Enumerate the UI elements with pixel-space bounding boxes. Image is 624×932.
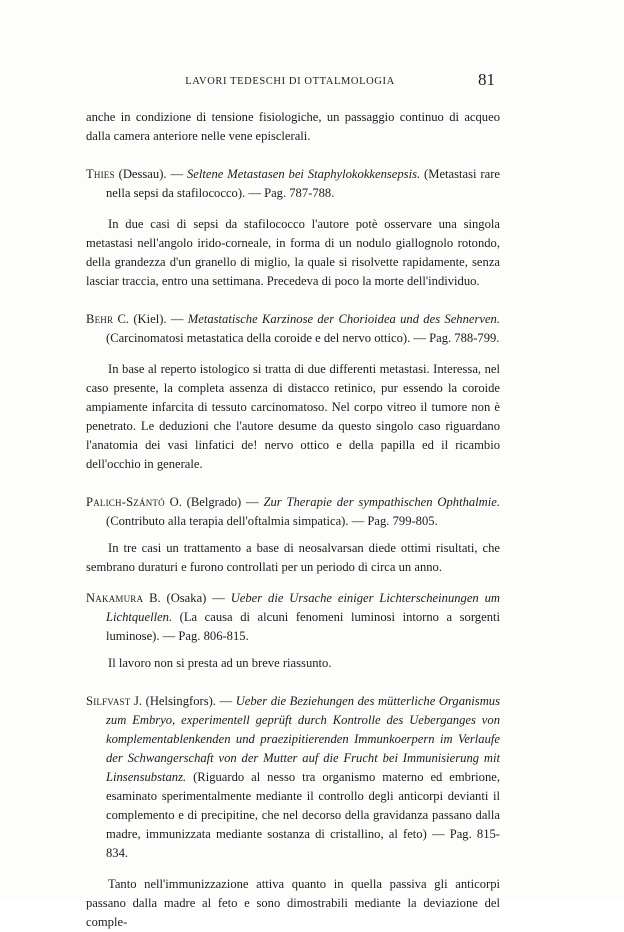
entry-author: Palich-Szántó xyxy=(86,495,165,509)
summary-paragraph: In due casi di sepsi da stafilococco l'autore potè osservare una singola metastasi nell'angolo irido-corneale, in forma di un nodulo giallognolo rotondo, della grandezza d'un granello di miglio, la quale si risolvette rapidamente, senza lasciar traccia, entro una settimana. Precedeva di poco la morte dell'individuo. xyxy=(86,217,500,288)
summary-paragraph: Il lavoro non si presta ad un breve riassunto. xyxy=(108,656,332,670)
bibliography-entry-silfvast xyxy=(86,692,500,863)
entry-author: Nakamura xyxy=(86,591,144,605)
page-number: 81 xyxy=(478,70,495,89)
page-body xyxy=(86,108,500,932)
bibliography-entry-nakamura xyxy=(86,589,500,646)
bibliography-entry-palich-szanto xyxy=(86,493,500,531)
entry-details: (Carcinomatosi metastatica della coroide e del nervo ottico). — Pag. 788-799. xyxy=(106,331,500,345)
entry-title: Zur Therapie der sympathischen Ophthalmie. xyxy=(263,495,500,509)
entry-details: (La causa di alcuni fenomeni luminosi intorno a sorgenti luminose). — Pag. 806-815. xyxy=(106,610,500,643)
entry-title: Seltene Metastasen bei Staphylokokkensepsis. xyxy=(186,167,421,181)
entry-details: (Riguardo al nesso tra organismo materno ed embrione, esaminato sperimentalmente mediante il controllo degli anticorpi devianti il complemento e di precipitine, che nel decorso della gravidanza passano dalla madre, immunizzata mediante sostanza di cristallino, al feto) — Pag. 815-834. xyxy=(106,770,500,860)
entry-author: Behr xyxy=(86,312,114,326)
entry-place: J. (Helsingfors). — xyxy=(130,694,236,708)
entry-details: (Contributo alla terapia dell'oftalmia simpatica). — Pag. 799-805. xyxy=(106,514,438,528)
entry-place: B. (Osaka) — xyxy=(143,591,231,605)
entry-place: C. (Kiel). — xyxy=(113,312,188,326)
entry-place: O. (Belgrado) — xyxy=(164,495,264,509)
entry-title: Ueber die Beziehungen des mütterliche Organismus zum Embryo, experimentell geprüft durch Kontrolle des Ueberganges von komplementablenkenden und praezipitierenden Immunkoerpern im Verlaufe der Schwangerschaft von der Mutter auf die Frucht bei Immunisierung mit Linsensubstanz. xyxy=(106,694,500,784)
bibliography-entry-behr xyxy=(86,310,500,348)
entry-place: (Dessau). — xyxy=(114,167,187,181)
bibliography-entry-thies xyxy=(86,165,500,203)
entry-title: Metastatische Karzinose der Chorioidea und des Sehnerven. xyxy=(187,312,500,326)
entry-title: Ueber die Ursache einiger Lichterscheinungen um Lichtquellen. xyxy=(106,591,500,624)
summary-paragraph: In tre casi un trattamento a base di neosalvarsan diede ottimi risultati, che sembrano duraturi e furono controllati per un periodo di circa un anno. xyxy=(86,541,500,574)
summary-paragraph: In base al reperto istologico si tratta di due differenti metastasi. Interessa, nel caso presente, la completa assenza di distacco retinico, pur essendo la coroide ampiamente infarcita di tessuto carcinomatoso. Nel corpo vitreo il tumore non è penetrato. Le deduzioni che l'autore desume da questo singolo caso riguardano l'anatomia dei vasi linfatici de! nervo ottico e della papilla ed il ricambio dell'occhio in generale. xyxy=(86,362,500,471)
entry-author: Thies xyxy=(86,167,115,181)
entry-author: Silfvast xyxy=(86,694,131,708)
entry-details: (Metastasi rare nella sepsi da stafilococco). — Pag. 787-788. xyxy=(106,167,500,200)
paragraph-continuation: anche in condizione di tensione fisiologiche, un passaggio continuo di acqueo dalla camera anteriore nelle vene episclerali. xyxy=(86,110,500,143)
running-header: LAVORI TEDESCHI DI OTTALMOLOGIA xyxy=(185,76,395,87)
summary-paragraph: Tanto nell'immunizzazione attiva quanto in quella passiva gli anticorpi passano dalla madre al feto e sono dimostrabili mediante la deviazione del comple- xyxy=(86,877,500,929)
